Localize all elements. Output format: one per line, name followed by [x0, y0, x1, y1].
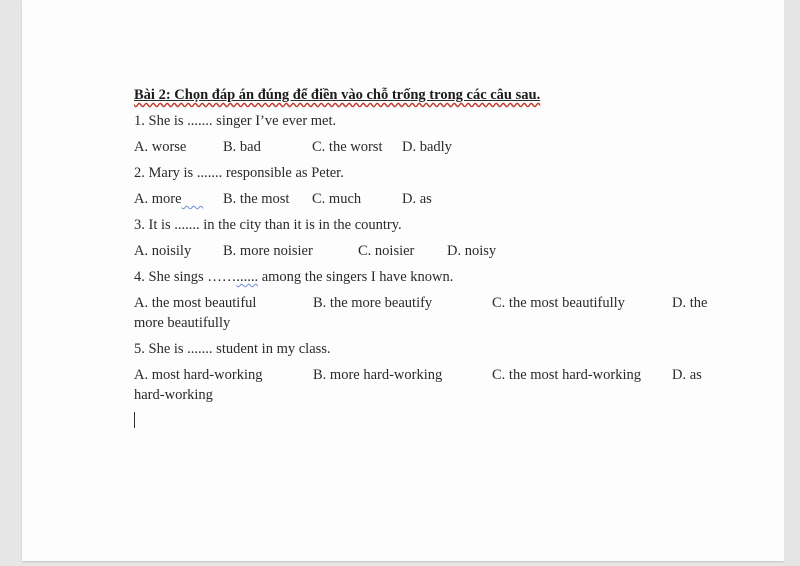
q1-option-a: A. worse — [134, 139, 187, 155]
q5-option-d: D. as — [672, 367, 702, 383]
q4-option-d-wrap: more beautifully — [134, 315, 231, 331]
q4-option-c: C. the most beautifully — [492, 295, 625, 311]
q3-option-b: B. more noisier — [223, 243, 313, 259]
q3-option-d: D. noisy — [447, 243, 497, 259]
q1-option-c: C. the worst — [312, 139, 383, 155]
exercise-title-text: Bài 2: Chọn đáp án đúng để điền vào chỗ trống trong các câu sau. — [134, 87, 541, 103]
question-5-stem: 5. She is ....... student in my class. — [134, 341, 331, 357]
q5-option-a: A. most hard-working — [134, 367, 263, 383]
q2-option-c: C. much — [312, 191, 362, 207]
question-2-stem: 2. Mary is ....... responsible as Peter. — [134, 165, 344, 181]
q5-option-d-wrap: hard-working — [134, 387, 213, 403]
q1-option-d: D. badly — [402, 139, 452, 155]
exercise-title — [134, 86, 540, 104]
document-page[interactable] — [22, 0, 784, 561]
question-3-stem: 3. It is ....... in the city than it is in the country. — [134, 217, 402, 233]
q4-option-d: D. the — [672, 295, 708, 311]
q4-stem-prefix: 4. She sings …… — [134, 269, 237, 285]
q5-option-c: C. the most hard-working — [492, 367, 642, 383]
text-cursor — [134, 412, 135, 428]
q4-option-b: B. the more beautify — [313, 295, 433, 311]
q2-option-a-text: A. more — [134, 191, 182, 207]
q4-stem-suffix: among the singers I have known. — [258, 269, 454, 285]
q2-option-b: B. the most — [223, 191, 290, 207]
q1-option-b: B. bad — [223, 139, 261, 155]
question-4-stem — [134, 268, 453, 286]
q5-option-b: B. more hard-working — [313, 367, 443, 383]
question-1-stem: 1. She is ....... singer I’ve ever met. — [134, 113, 337, 129]
q4-stem-blank: ...... — [236, 269, 259, 285]
right-gutter — [784, 0, 800, 566]
q4-option-a: A. the most beautiful — [134, 295, 257, 311]
q2-option-d: D. as — [402, 191, 432, 207]
spelling-underline — [182, 191, 204, 207]
q2-option-a — [134, 190, 203, 208]
q3-option-c: C. noisier — [358, 243, 415, 259]
q3-option-a: A. noisily — [134, 243, 192, 259]
